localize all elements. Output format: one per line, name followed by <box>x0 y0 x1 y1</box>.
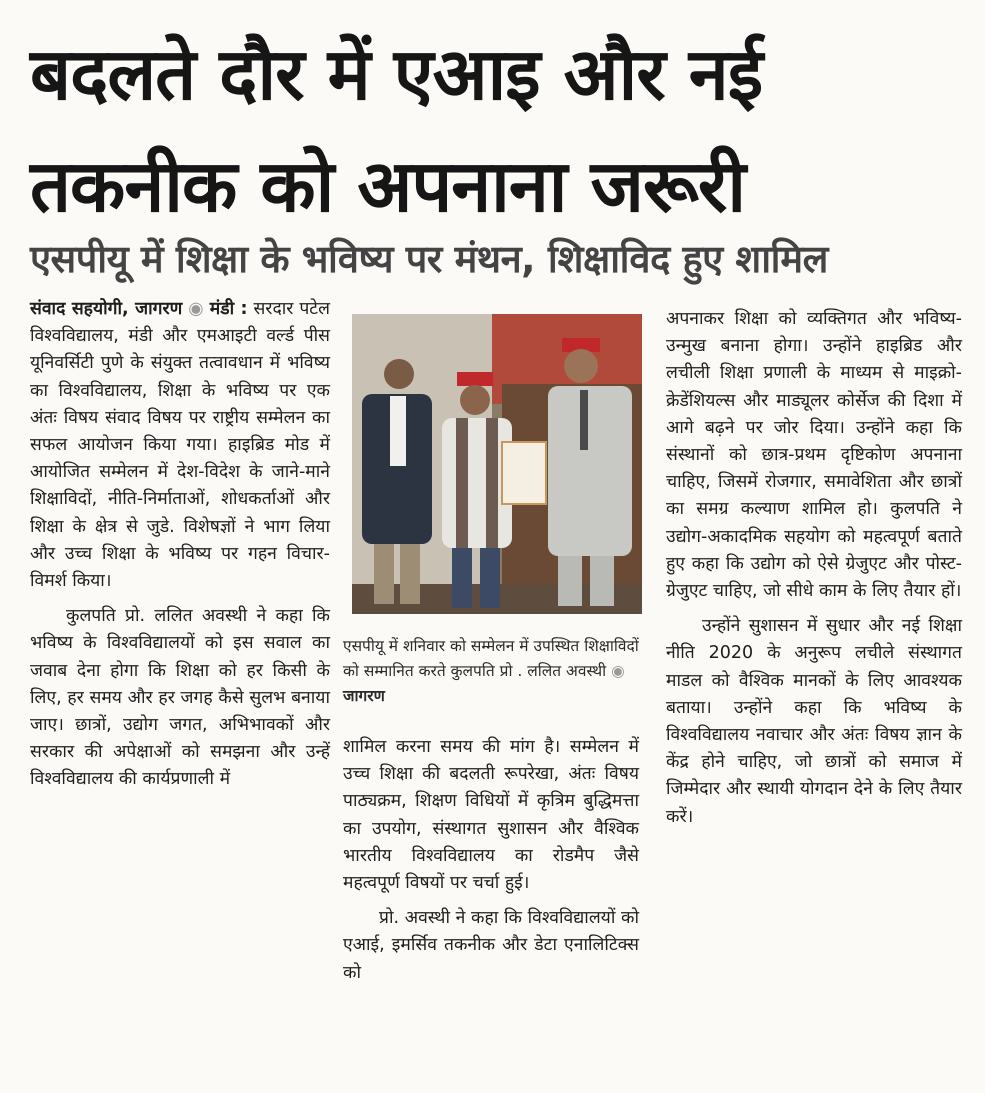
article-paragraph: कुलपति प्रो. ललित अवस्थी ने कहा कि भविष्य के विश्वविद्यालयों को इस सवाल का जवाब देना होगा कि शिक्षा को हर किसी के लिए, हर समय और हर जगह कैसे सुलभ बनाया जाए। छात्रों, उद्योग जगत, अभिभावकों और सरकार की अपेक्षाओं को समझना और उन्हें विश्वविद्यालय की कार्यप्रणाली में <box>30 606 330 790</box>
article-paragraph: शामिल करना समय की मांग है। सम्मेलन में उच्च शिक्षा की बदलती रूपरेखा, अंतः विषय पाठ्यक्रम, शिक्षण विधियों में कृत्रिम बुद्धिमत्ता का उपयोग, संस्थागत सुशासन और वैश्विक भारतीय विश्वविद्यालय का रोडमैप जैसे महत्वपूर्ण विषयों पर चर्चा हुई। <box>343 737 639 894</box>
article-paragraph: अपनाकर शिक्षा को व्यक्तिगत और भविष्य-उन्मुख बनाना होगा। उन्होंने हाइब्रिड और लचीली शिक्षा प्रणाली के माध्यम से माइक्रो-क्रेडेंशियल्स और माड्यूलर कोर्सेज की दिशा में आगे बढ़ने पर जोर दिया। उन्होंने कहा कि संस्थानों को छात्र-प्रथम दृष्टिकोण अपनाना चाहिए, जिसमें रोजगार, समावेशिता और छात्रों का समग्र कल्याण शामिल हो। कुलपति ने उद्योग-अकादमिक सहयोग को महत्वपूर्ण बताते हुए कहा कि उद्योग को ऐसे ग्रेजुएट और पोस्ट-ग्रेजुएट चाहिए, जो सीधे काम के लिए तैयार हों। <box>666 309 962 602</box>
photo-caption <box>343 634 639 709</box>
dateline-source: संवाद सहयोगी, जागरण <box>30 299 183 319</box>
headline-line-1: बदलते दौर में एआइ और नई <box>30 32 763 116</box>
news-photo <box>352 314 642 614</box>
headline <box>30 18 960 242</box>
caption-credit: जागरण <box>343 687 385 705</box>
photo-illustration <box>352 314 642 614</box>
article-paragraph <box>30 296 330 595</box>
headline-line-2: तकनीक को अपनाना जरूरी <box>30 144 745 228</box>
article-column-right <box>666 306 962 831</box>
dateline-place: मंडी : <box>209 299 248 319</box>
dateline-separator: ◉ <box>188 299 204 319</box>
article-column-middle <box>343 734 639 987</box>
caption-separator: ◉ <box>611 662 625 680</box>
subheadline: एसपीयू में शिक्षा के भविष्य पर मंथन, शिक्षाविद हुए शामिल <box>30 237 828 281</box>
article-paragraph: उन्होंने सुशासन में सुधार और नई शिक्षा नीति 2020 के अनुरूप लचीले संस्थागत माडल को वैश्विक मानकों के लिए आवश्यक बताया। उन्होंने कहा कि भविष्य के विश्वविद्यालय नवाचार और अंतः विषय ज्ञान के केंद्र होने चाहिए, जो छात्रों को समाज में जिम्मेदार और स्थायी योगदान देने के लिए तैयार करें। <box>666 616 962 827</box>
caption-text: एसपीयू में शनिवार को सम्मेलन में उपस्थित शिक्षाविदों को सम्मानित करते कुलपति प्रो . ललित अवस्थी <box>343 637 639 680</box>
paragraph-text: सरदार पटेल विश्वविद्यालय, मंडी और एमआइटी वर्ल्ड पीस यूनिवर्सिटी पुणे के संयुक्त तत्वावधान में भविष्य का विश्वविद्यालय, शिक्षा के भविष्य पर एक अंतः विषय संवाद विषय पर राष्ट्रीय सम्मेलन का सफल आयोजन किया गया। हाइब्रिड मोड में आयोजित सम्मेलन में देश-विदेश के जाने-माने शिक्षाविदों, नीति-निर्माताओं, शोधकर्ताओं और शिक्षा के क्षेत्र से जुडे. विशेषज्ञों ने भाग लिया और उच्च शिक्षा के भविष्य पर गहन विचार-विमर्श किया। <box>30 299 330 592</box>
article-paragraph: प्रो. अवस्थी ने कहा कि विश्वविद्यालयों को एआई, इमर्सिव तकनीक और डेटा एनालिटिक्स को <box>343 908 639 983</box>
article-column-left <box>30 296 330 794</box>
